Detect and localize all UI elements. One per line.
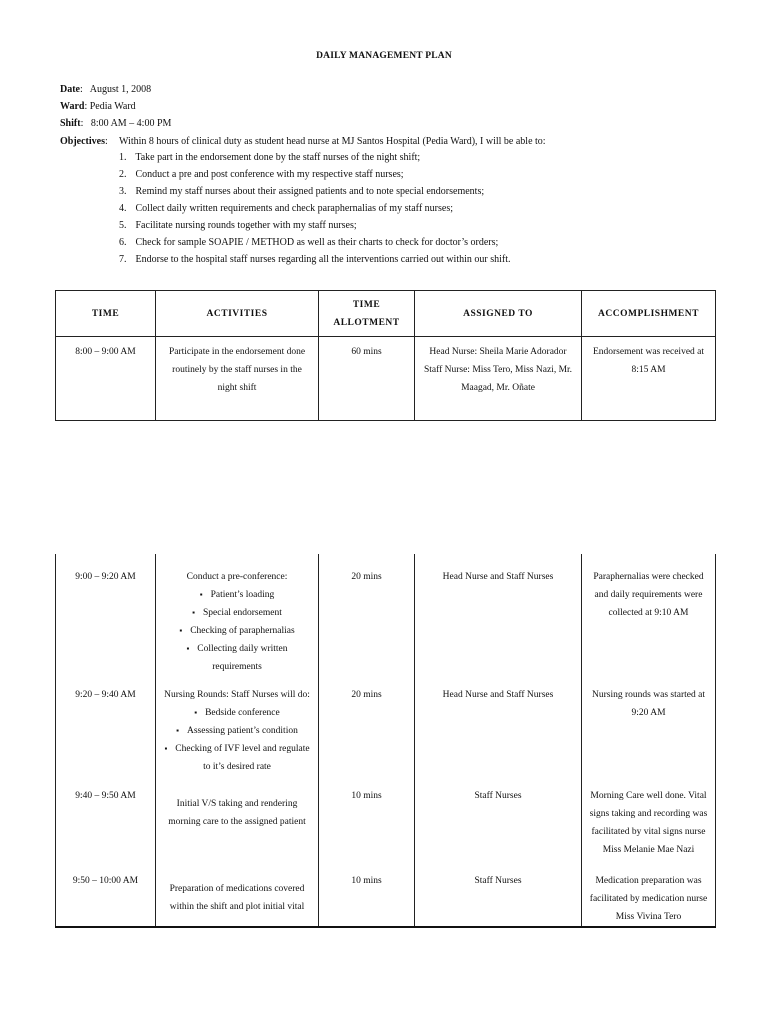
cell-allotment: 10 mins (319, 872, 415, 927)
table-row (56, 872, 716, 927)
date-label: Date (60, 84, 80, 95)
cell-activity (156, 554, 319, 686)
shift-value: 8:00 AM – 4:00 PM (90, 118, 172, 129)
cell-time: 9:00 – 9:20 AM (56, 554, 156, 686)
list-item: 2. Conduct a pre and post conference with my respective staff nurses; (119, 169, 404, 180)
list-item: 7. Endorse to the hospital staff nurses regarding all the interventions carried out within our shift. (119, 254, 511, 265)
table-row (56, 337, 716, 421)
objectives-intro: Within 8 hours of clinical duty as student head nurse at MJ Santos Hospital (Pedia Ward), I will be able to: (119, 136, 546, 147)
cell-allotment: 20 mins (319, 686, 415, 787)
activity-heading: Nursing Rounds: Staff Nurses will do: (164, 690, 310, 700)
cell-assigned: Staff Nurses (415, 787, 582, 872)
header-activities: ACTIVITIES (156, 291, 319, 337)
list-item: ▪ Bedside conference (162, 704, 312, 722)
cell-assigned: Staff Nurses (415, 872, 582, 927)
cell-allotment: 20 mins (319, 554, 415, 686)
list-item: 4. Collect daily written requirements and check paraphernalias of my staff nurses; (119, 203, 453, 214)
management-table-page2 (55, 554, 716, 928)
cell-activity: Initial V/S taking and rendering morning care to the assigned patient (156, 787, 319, 872)
date-line: Date: August 1, 2008 (60, 84, 152, 95)
cell-accomplishment: Morning Care well done. Vital signs taking and recording was facilitated by vital signs nurse Miss Melanie Mae Nazi (582, 787, 716, 872)
cell-accomplishment: Nursing rounds was started at 9:20 AM (582, 686, 716, 787)
shift-label: Shift (60, 118, 81, 129)
header-accomplishment: ACCOMPLISHMENT (582, 291, 716, 337)
cell-time: 8:00 – 9:00 AM (56, 337, 156, 421)
list-item: ▪ Checking of paraphernalias (162, 622, 312, 640)
list-item: ▪ Collecting daily written requirements (162, 640, 312, 676)
list-item: ▪ Assessing patient’s condition (162, 722, 312, 740)
header-time: TIME (56, 291, 156, 337)
cell-allotment: 60 mins (319, 337, 415, 421)
table-row (56, 554, 716, 686)
list-item: ▪ Special endorsement (162, 604, 312, 622)
ward-line: Ward: Pedia Ward (60, 101, 136, 112)
list-item: ▪ Checking of IVF level and regulate to it’s desired rate (162, 740, 312, 776)
table-header-row (56, 291, 716, 337)
activity-bullets (162, 586, 312, 676)
list-item: 5. Facilitate nursing rounds together with my staff nurses; (119, 220, 357, 231)
cell-activity (156, 686, 319, 787)
management-table-page1 (55, 290, 716, 421)
cell-accomplishment: Paraphernalias were checked and daily requirements were collected at 9:10 AM (582, 554, 716, 686)
date-value: August 1, 2008 (89, 84, 152, 95)
shift-line: Shift: 8:00 AM – 4:00 PM (60, 118, 172, 129)
activity-heading: Conduct a pre-conference: (186, 572, 288, 582)
objectives-list (119, 152, 511, 271)
objectives-heading: Objectives: (60, 136, 108, 147)
cell-time: 9:50 – 10:00 AM (56, 872, 156, 927)
cell-activity: Preparation of medications covered within the shift and plot initial vital (156, 872, 319, 927)
cell-assigned: Head Nurse: Sheila Marie Adorador Staff Nurse: Miss Tero, Miss Nazi, Mr. Maagad, Mr. Oñate (415, 337, 582, 421)
list-item: 6. Check for sample SOAPIE / METHOD as well as their charts to check for doctor’s orders; (119, 237, 499, 248)
ward-label: Ward (60, 101, 85, 112)
cell-time: 9:40 – 9:50 AM (56, 787, 156, 872)
cell-allotment: 10 mins (319, 787, 415, 872)
list-item: 1. Take part in the endorsement done by the staff nurses of the night shift; (119, 152, 421, 163)
header-assigned-to: ASSIGNED TO (415, 291, 582, 337)
cell-assigned: Head Nurse and Staff Nurses (415, 686, 582, 787)
cell-assigned: Head Nurse and Staff Nurses (415, 554, 582, 686)
activity-bullets (162, 704, 312, 776)
ward-value: Pedia Ward (89, 101, 136, 112)
objectives-label: Objectives (60, 136, 105, 147)
list-item: 3. Remind my staff nurses about their assigned patients and to note special endorsements; (119, 186, 485, 197)
cell-accomplishment: Medication preparation was facilitated by medication nurse Miss Vivina Tero (582, 872, 716, 927)
header-time-allotment: TIME ALLOTMENT (319, 291, 415, 337)
cell-time: 9:20 – 9:40 AM (56, 686, 156, 787)
table-row (56, 686, 716, 787)
page-title: DAILY MANAGEMENT PLAN (316, 51, 452, 61)
cell-accomplishment: Endorsement was received at 8:15 AM (582, 337, 716, 421)
cell-activity: Participate in the endorsement done routinely by the staff nurses in the night shift (156, 337, 319, 421)
table-row (56, 787, 716, 872)
list-item: ▪ Patient’s loading (162, 586, 312, 604)
